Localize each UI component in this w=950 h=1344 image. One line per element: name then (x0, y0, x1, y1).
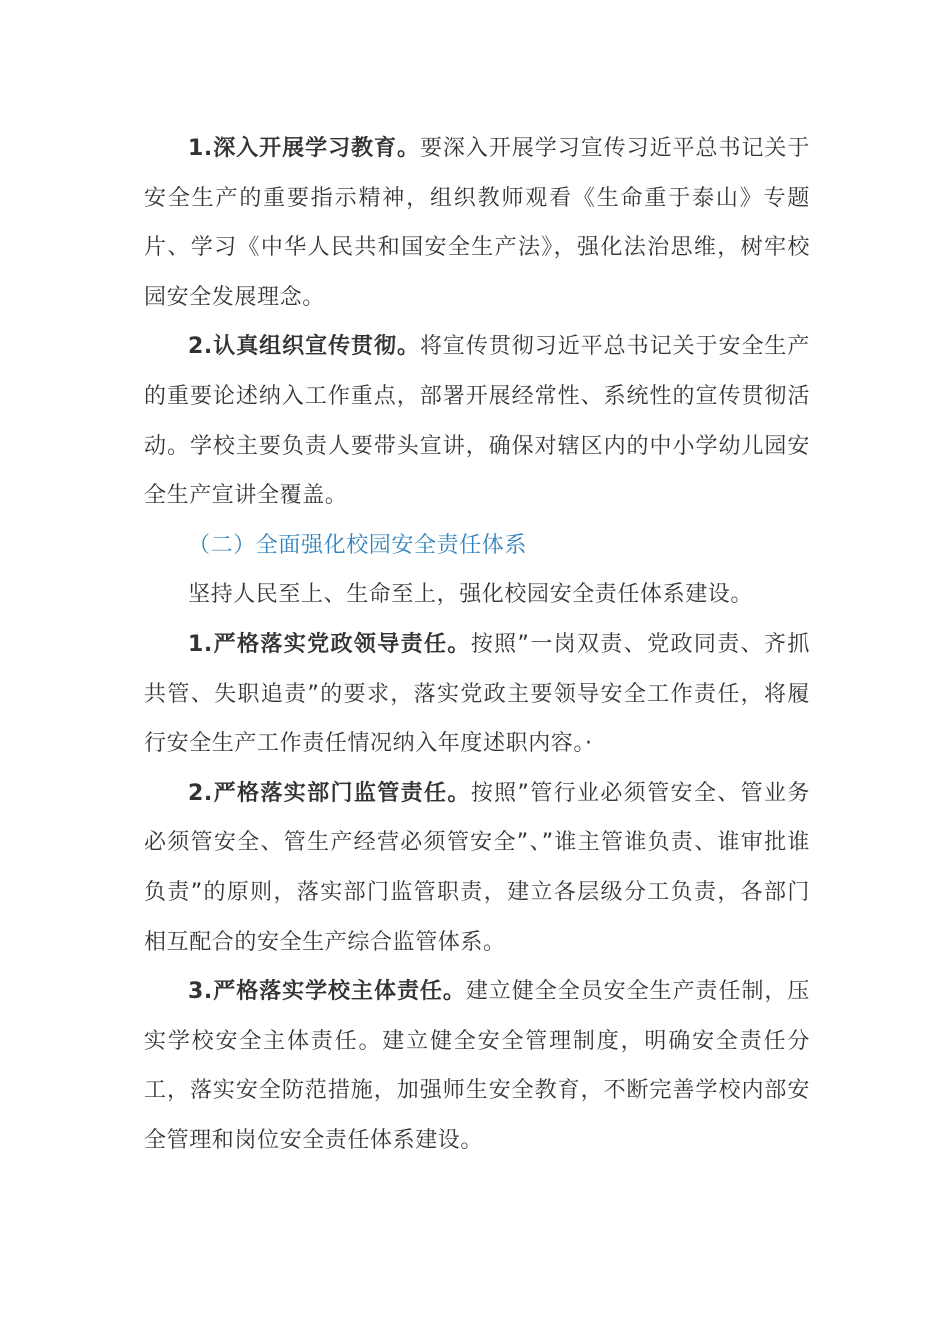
paragraph-publicity (144, 322, 810, 520)
paragraph-text: 将宣传贯彻习近平总书记关于安全生产的重要论述纳入工作重点，部署开展经常性、系统性的宣传贯彻活动。学校主要负责人要带头宣讲，确保对辖区内的中小学幼儿园安全生产宣讲全覆盖。 (144, 334, 811, 509)
paragraph-text: 要深入开展学习宣传习近平总书记关于安全生产的重要指示精神，组织教师观看《生命重于泰山》专题片、学习《中华人民共和国安全生产法》，强化法治思维，树牢校园安全发展理念。 (144, 136, 811, 310)
document-page (144, 124, 810, 1165)
paragraph-text: 建立健全全员安全生产责任制，压实学校安全主体责任。建立健全安全管理制度，明确安全责任分工，落实安全防范措施，加强师生安全教育，不断完善学校内部安全管理和岗位安全责任体系建设。 (144, 979, 810, 1153)
section-intro: 坚持人民至上、生命至上，强化校园安全责任体系建设。 (188, 582, 754, 608)
paragraph-department-supervision (144, 769, 810, 967)
paragraph-lead: 1.严格落实党政领导责任。 (188, 631, 471, 657)
paragraph-text: 按照”管行业必须管安全、管业务必须管安全、管生产经营必须管安全”、”谁主管谁负责、谁审批谁负责”的原则，落实部门监管职责，建立各层级分工负责，各部门相互配合的安全生产综合监管体系。 (144, 780, 811, 955)
section-heading: （二）全面强化校园安全责任体系 (188, 532, 528, 558)
paragraph-lead: 2.认真组织宣传贯彻。 (188, 334, 420, 360)
paragraph-learning-education (144, 124, 810, 322)
paragraph-lead: 3.严格落实学校主体责任。 (188, 979, 466, 1005)
paragraph-school-responsibility (144, 967, 810, 1165)
paragraph-lead: 2.严格落实部门监管责任。 (188, 780, 471, 806)
paragraph-party-leadership (144, 620, 810, 769)
paragraph-text: 按照”一岗双责、党政同责、齐抓共管、失职追责”的要求，落实党政主要领导安全工作责任，将履行安全生产工作责任情况纳入年度述职内容。· (144, 631, 811, 757)
paragraph-lead: 1.深入开展学习教育。 (188, 136, 420, 161)
